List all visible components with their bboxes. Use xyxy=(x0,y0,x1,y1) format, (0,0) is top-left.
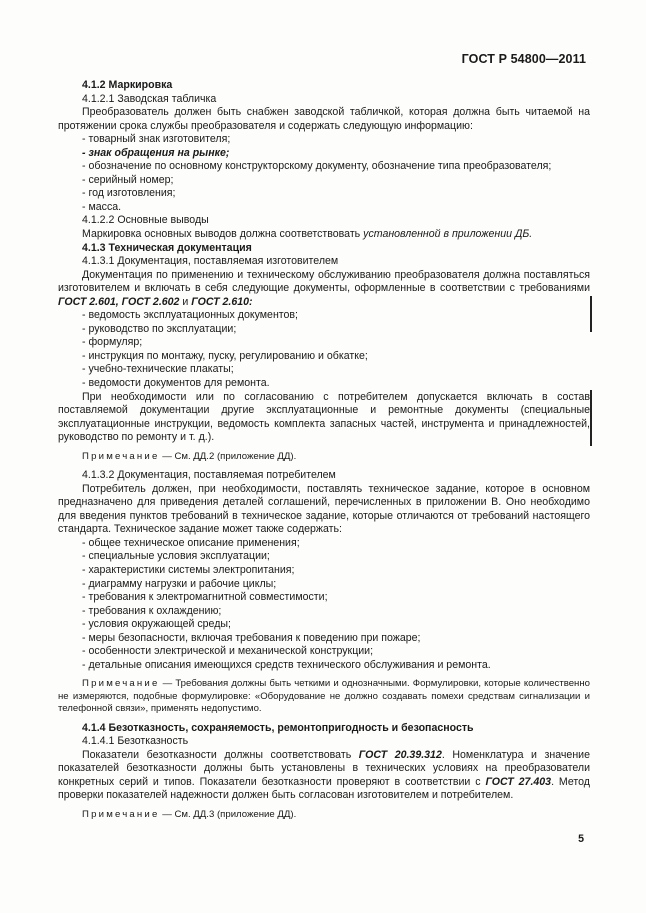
annex-reference: установленной в приложении ДБ. xyxy=(363,228,533,241)
list-item: - требования к охлаждению; xyxy=(82,604,222,617)
list-item: - диаграмму нагрузки и рабочие циклы; xyxy=(82,577,277,590)
document-code: ГОСТ Р 54800—2011 xyxy=(461,52,586,66)
list-item: - специальные условия эксплуатации; xyxy=(82,550,270,563)
list-item: - серийный номер; xyxy=(82,173,174,186)
note-text: — См. ДД.2 (приложение ДД). xyxy=(159,450,297,462)
paragraph-text: . Номенклатура и значение показателей безотказности должны быть установлены в технических условиях на преобразователи конкретных серий и типов. Показатели безотказности проверяют в соответствии с xyxy=(58,748,590,788)
paragraph: При необходимости или по согласованию с потребителем допускается включать в состав поставляемой документации другие эксплуатационные и ремонтные документы (специальные эксплуатационные инструкции, ведомость комплекта запасных частей, инструмента и принадлежностей, руководство по ремонту и т. д.). xyxy=(58,390,590,444)
section-heading: 4.1.3 Техническая документация xyxy=(82,241,252,254)
subsection-heading: 4.1.3.1 Документация, поставляемая изготовителем xyxy=(82,255,339,268)
standard-reference: ГОСТ 2.602 xyxy=(121,295,180,308)
list-item: - требования к электромагнитной совместимости; xyxy=(82,591,328,604)
note-text: — Требования должны быть четкими и однозначными. Формулировки, которые количественно не измеряются, подобные формулировке: «Оборудование не должно создавать помехи средствам сигнализации и телефонной связи», применять недопустимо. xyxy=(58,678,590,715)
list-item: - формуляр; xyxy=(82,336,143,349)
document-body xyxy=(58,79,590,821)
list-item: - ведомость эксплуатационных документов; xyxy=(82,309,298,322)
list-item: - детальные описания имеющихся средств технического обслуживания и ремонта. xyxy=(82,658,491,671)
standard-reference: ГОСТ 2.610: xyxy=(191,295,253,308)
list-item: - учебно-технические плакаты; xyxy=(82,363,234,376)
list-item: - меры безопасности, включая требования к поведению при пожаре; xyxy=(82,631,421,644)
list-item: - ведомости документов для ремонта. xyxy=(82,377,270,390)
subsection-heading: 4.1.4.1 Безотказность xyxy=(82,735,189,748)
note-label: Примечание xyxy=(82,678,160,690)
conjunction: и xyxy=(179,295,192,308)
note xyxy=(58,809,590,821)
paragraph xyxy=(58,228,590,242)
list-item: - особенности электрической и механической конструкции; xyxy=(82,645,374,658)
list-item: - обозначение по основному конструкторскому документу, обозначение типа преобразователя; xyxy=(82,160,552,173)
standard-reference: ГОСТ 2.601 xyxy=(58,295,116,308)
note xyxy=(58,451,590,463)
subsection-heading: 4.1.3.2 Документация, поставляемая потребителем xyxy=(82,469,336,482)
list-item: - инструкция по монтажу, пуску, регулированию и обкатке; xyxy=(82,349,368,362)
paragraph-text: Показатели безотказности должны соответствовать xyxy=(82,748,359,761)
subsection-heading: 4.1.2.2 Основные выводы xyxy=(82,214,209,227)
paragraph: Потребитель должен, при необходимости, поставлять техническое задание, которое в основном предназначено для приведения деталей соглашений, перечисленных в приложении В. Оно необходимо для введения пунктов требований в техническое задание, которые отличаются от требований настоящего стандарта. Техническое задание может также содержать: xyxy=(58,482,590,536)
paragraph-text: . Метод проверки показателей надежности должен быть согласован изготовителем и потребителем. xyxy=(58,775,590,802)
list-item: - масса. xyxy=(82,200,122,213)
list-item: - условия окружающей среды; xyxy=(82,618,231,631)
paragraph xyxy=(58,749,590,803)
note-text: — См. ДД.3 (приложение ДД). xyxy=(159,808,297,820)
section-heading: 4.1.2 Маркировка xyxy=(82,79,173,91)
section-heading: 4.1.4 Безотказность, сохраняемость, ремонтопригодность и безопасность xyxy=(82,721,474,734)
paragraph-text: Маркировка основных выводов должна соответствовать xyxy=(82,228,364,241)
subsection-heading: 4.1.2.1 Заводская табличка xyxy=(82,92,217,105)
note-label: Примечание xyxy=(82,450,160,462)
standard-reference: ГОСТ 20.39.312 xyxy=(358,748,442,761)
note xyxy=(58,678,590,715)
paragraph: Преобразователь должен быть снабжен заводской табличкой, которая должна быть читаемой на протяжении срока службы преобразователя и содержать следующую информацию: xyxy=(58,106,590,132)
revision-bar xyxy=(590,296,592,332)
list-item: - год изготовления; xyxy=(82,187,176,200)
page-number: 5 xyxy=(578,833,584,845)
note-label: Примечание xyxy=(82,808,160,820)
paragraph-text: Документация по применению и техническому обслуживанию преобразователя должна поставляться изготовителем и включать в себя следующие документы, оформленные в соответствии с требованиями xyxy=(58,268,590,295)
revision-bar xyxy=(590,390,592,446)
paragraph xyxy=(58,269,590,310)
list-item: - знак обращения на рынке; xyxy=(82,146,230,159)
standard-reference: ГОСТ 27.403 xyxy=(485,775,552,788)
list-item: - общее техническое описание применения; xyxy=(82,536,300,549)
list-item: - характеристики системы электропитания; xyxy=(82,564,295,576)
list-item: - руководство по эксплуатации; xyxy=(82,322,237,335)
separator: , xyxy=(115,295,122,308)
list-item: - товарный знак изготовителя; xyxy=(82,133,231,146)
